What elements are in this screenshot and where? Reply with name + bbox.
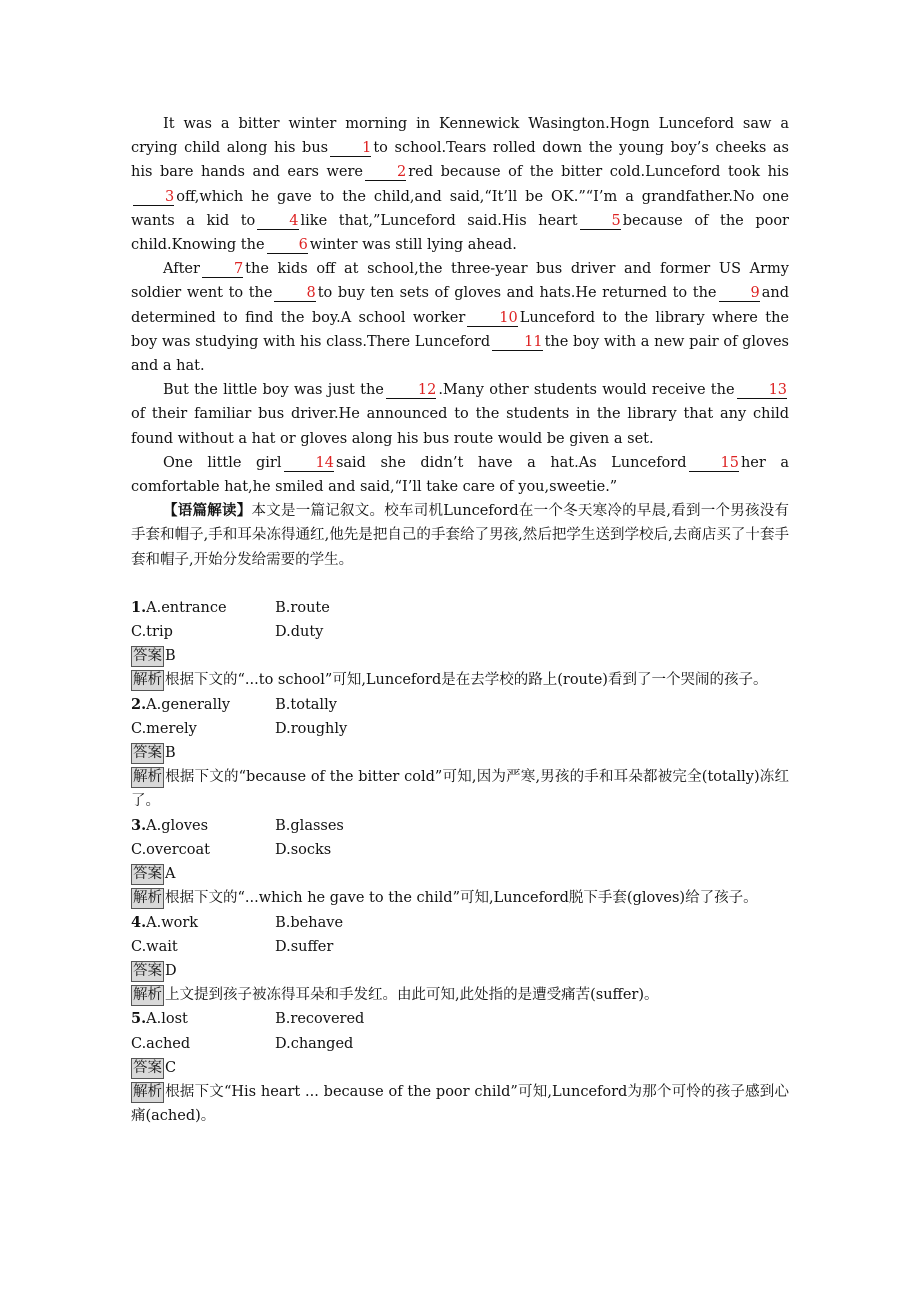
answer-row [131,862,789,886]
passage-text: said she didn’t have a hat.As Lunceford [335,454,687,471]
answer-tag: 答案 [131,1058,164,1079]
passage-text: the boy with a new pair of gloves and a hat. [131,333,789,375]
option-b: B.glasses [275,817,344,834]
explanation-tag: 解析 [131,767,164,788]
passage-text: off,which he gave to the child,and said,“It’ll be OK.”“I’m a grandfather.No one wants a kid to [131,188,789,229]
reading-summary-text: 本文是一篇记叙文。校车司机Lunceford在一个冬天寒冷的早晨,看到一个男孩没有手套和帽子,手和耳朵冻得通红,他先是把自己的手套给了男孩,然后把学生送到学校后,去商店买了十套手套和帽子,开始分发给需要的学生。 [131,503,789,568]
question-3 [131,814,789,911]
option-c: C.overcoat [131,841,210,858]
blank-number: 9 [750,285,760,302]
passage-text: and determined to find the boy.A school worker [131,285,789,326]
question-4 [131,911,789,1008]
blank-number: 11 [524,333,543,350]
option-d: D.duty [275,624,324,641]
answer-value: C [165,1059,177,1076]
passage-paragraph-1 [131,112,789,257]
explanation-row [131,886,789,910]
option-a: A.work [146,914,199,931]
option-b: B.behave [275,914,344,931]
blank-number: 10 [499,309,518,326]
blank-8 [274,285,315,302]
options-row-cd [131,620,789,644]
option-a: A.entrance [146,599,227,616]
options-row-ab [131,814,789,838]
option-a: A.generally [146,696,231,713]
reading-summary [131,499,789,572]
answer-row [131,959,789,983]
blank-number: 6 [298,237,308,254]
blank-2 [365,164,406,181]
blank-7 [202,261,243,278]
reading-summary-label: 【语篇解读】 [163,502,252,520]
option-a: A.lost [146,1011,188,1028]
question-number: 4. [131,913,147,931]
blank-number: 8 [306,285,316,302]
option-b: B.route [275,599,330,616]
blank-1 [330,140,371,157]
passage-text: Lunceford to the library where the boy was studying with his class.There Lunceford [131,309,789,350]
passage-paragraph-3 [131,378,789,451]
explanation-text: 根据下文的“...which he gave to the child”可知,Lunceford脱下手套(gloves)给了孩子。 [165,890,758,907]
blank-number: 4 [289,212,299,229]
blank-4 [257,213,298,230]
option-a: A.gloves [146,817,209,834]
passage-text: red because of the bitter cold.Lunceford took his [408,164,789,181]
blank-number: 3 [165,188,175,205]
answer-tag: 答案 [131,864,164,885]
blank-12 [386,382,436,399]
passage-text: It was a bitter winter morning in Kennewick Wasington.Hogn Lunceford saw a crying child along his bus [131,116,789,157]
options-row-cd [131,717,789,741]
option-d: D.changed [275,1035,354,1052]
passage-text: winter was still lying ahead. [309,237,517,254]
blank-3 [133,189,174,206]
options-row-ab [131,596,789,620]
options-row-cd [131,838,789,862]
options-row-ab [131,1007,789,1031]
blank-11 [492,334,542,351]
option-d: D.roughly [275,720,348,737]
answer-value: B [165,648,176,665]
passage-paragraph-2 [131,257,789,378]
option-d: D.suffer [275,938,334,955]
question-number: 3. [131,816,147,834]
blank-10 [467,310,517,327]
question-5 [131,1007,789,1128]
blank-5 [580,213,621,230]
options-row-ab [131,693,789,717]
question-2 [131,693,789,814]
explanation-row [131,1080,789,1128]
blank-14 [284,455,334,472]
blank-number: 13 [768,382,788,399]
passage-text: to school.Tears rolled down the young boy’s cheeks as his bare hands and ears were [131,140,789,181]
question-1 [131,596,789,693]
blank-9 [719,285,760,302]
option-c: C.ached [131,1035,191,1052]
passage-text: like that,”Lunceford said.His heart [300,212,578,229]
passage-text: of their familiar bus driver.He announced to the students in the library that any child found without a hat or gloves along his bus route would be given a set. [131,406,789,447]
answer-tag: 答案 [131,961,164,982]
explanation-text: 根据下文的“...to school”可知,Lunceford是在去学校的路上(route)看到了一个哭闹的孩子。 [165,672,768,689]
option-c: C.trip [131,624,173,641]
passage-text: the kids off at school,the three-year bus driver and former US Army soldier went to the [131,261,789,302]
question-number: 5. [131,1010,147,1028]
passage-text: .Many other students would receive the [438,382,735,399]
explanation-text: 上文提到孩子被冻得耳朵和手发红。由此可知,此处指的是遭受痛苦(suffer)。 [165,987,659,1004]
option-c: C.merely [131,720,197,737]
option-b: B.totally [275,696,337,713]
passage-text: to buy ten sets of gloves and hats.He returned to the [317,285,717,302]
options-row-ab [131,911,789,935]
document-page [131,112,789,1128]
explanation-row [131,765,789,813]
blank-number: 5 [611,212,621,229]
section-spacer [131,572,789,596]
blank-13 [737,382,787,399]
answer-row [131,741,789,765]
blank-number: 1 [362,140,372,157]
question-number: 2. [131,695,147,713]
explanation-text: 根据下文“His heart ... because of the poor child”可知,Lunceford为那个可怜的孩子感到心痛(ached)。 [131,1083,789,1125]
explanation-tag: 解析 [131,670,164,691]
explanation-tag: 解析 [131,1082,164,1103]
passage-text: But the little boy was just the [163,382,384,399]
blank-number: 12 [417,382,437,399]
answer-row [131,644,789,668]
passage-text: because of the poor child.Knowing the [131,212,789,254]
blank-number: 2 [397,164,407,181]
answer-tag: 答案 [131,743,164,764]
blank-number: 14 [315,454,334,471]
answer-value: D [165,962,177,979]
option-c: C.wait [131,938,178,955]
options-row-cd [131,1032,789,1056]
explanation-row [131,668,789,692]
passage-text: One little girl [163,454,282,471]
blank-number: 15 [720,454,739,471]
answer-row [131,1056,789,1080]
option-d: D.socks [275,841,332,858]
passage-paragraph-4 [131,451,789,499]
options-row-cd [131,935,789,959]
blank-number: 7 [233,261,244,278]
answer-value: B [165,745,176,762]
blank-15 [689,455,739,472]
passage-text: After [163,261,200,278]
passage-text: her a comfortable hat,he smiled and said,“I’ll take care of you,sweetie.” [131,454,789,496]
explanation-tag: 解析 [131,888,164,909]
explanation-text: 根据下文的“because of the bitter cold”可知,因为严寒,男孩的手和耳朵都被完全(totally)冻红了。 [131,769,789,810]
option-b: B.recovered [275,1011,365,1028]
answer-value: A [165,866,176,883]
explanation-row [131,983,789,1007]
question-number: 1. [131,598,147,616]
explanation-tag: 解析 [131,985,164,1006]
answer-tag: 答案 [131,646,164,667]
blank-6 [267,237,308,254]
